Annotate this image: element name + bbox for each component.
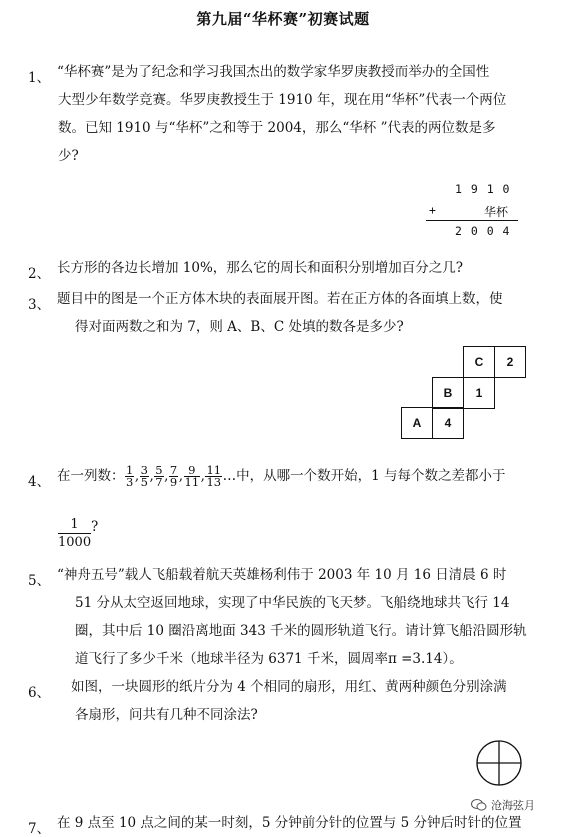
q6-line: 如图，一块圆形的纸片分为 4 个相同的扇形，用红、黄两种颜色分别涂满 [71,679,507,695]
wechat-icon [471,798,487,812]
fraction: $\frac{1}{3}$ [126,463,134,489]
cube-face-b: B [432,377,464,409]
bound-numerator: 1 [58,518,91,534]
fraction: $\frac{5}{7}$ [155,463,163,489]
bound-denominator: 1000 [58,535,92,550]
question-2-text [57,254,463,282]
divided-circle-diagram [474,738,524,788]
cube-face-2: 2 [494,346,526,378]
fraction: $\frac{9}{11}$ [184,463,200,489]
cube-face-a: A [401,407,433,439]
sum-2004: 2 0 0 4 [455,224,511,238]
bound-fraction [58,518,91,550]
question-5-text [57,561,527,673]
q3-line: 题目中的图是一个正方体木块的表面展开图。若在正方体的各面填上数，使 [57,291,503,307]
question-5-number: 5、 [28,573,51,589]
q1-line: 数。已知 1910 与“华杯”之和等于 2004，那么“华杯 ”代表的两位数是多 [58,120,496,136]
watermark-text: 沧海弦月 [491,799,535,812]
question-7-number: 7、 [28,821,51,837]
addend-1910: 1 9 1 0 [455,182,511,196]
q5-line: 51 分从太空返回地球，实现了中华民族的飞天梦。飞船绕地球共飞行 14 [75,595,510,611]
fraction: $\frac{7}{9}$ [169,463,178,489]
q1-line: “华杯赛”是为了纪念和学习我国杰出的数学家华罗庚教授而举办的全国性 [57,64,490,80]
question-6-text [71,673,507,729]
q5-line: 道飞行了多少千米（地球半径为 6371 千米，圆周率π =3.14）。 [75,651,463,667]
addend-huabei: 华杯 [484,205,509,219]
cube-face-c: C [463,346,495,378]
question-1-number: 1、 [28,70,51,86]
q4-question-mark: ? [91,519,99,535]
q3-line: 得对面两数之和为 7，则 A、B、C 处填的数各是多少? [75,319,404,335]
cube-face-1: 1 [463,377,495,409]
question-2-number: 2、 [28,266,51,282]
q6-line: 各扇形，问共有几种不同涂法? [75,707,258,723]
fraction: $\frac{11}{13}$ [206,463,222,489]
question-7-text [57,809,521,837]
q1-line: 少? [58,148,79,164]
fraction: $\frac{3}{5}$ [140,463,148,489]
question-4-number: 4、 [28,474,51,490]
question-6-number: 6、 [28,685,51,701]
question-1-text [57,58,506,170]
question-3-number: 3、 [28,297,51,313]
sum-line [426,220,518,221]
q4-prefix: 在一列数： [57,468,125,484]
watermark [468,796,538,814]
q7-line: 在 9 点至 10 点之间的某一时刻，5 分钟前分针的位置与 5 分钟后时针的位置 [57,815,522,831]
question-4-text: 在一列数： $\frac{1}{3}$ , $\frac{3}{5}$ , $\frac{5}{7}$ , $\frac{7}{9}$ , $\frac{9}{11}$ , $\frac{11}{13}$ …中，从哪一个数开始，1 与每个数之差都小于 [57,463,506,489]
question-3-text [57,285,503,341]
q1-line: 大型少年数学竞赛。华罗庚教授生于 1910 年，现在用“华杯”代表一个两位 [58,92,507,108]
cube-face-4: 4 [432,407,464,439]
q4-suffix: …中，从哪一个数开始，1 与每个数之差都小于 [222,468,506,484]
q2-line: 长方形的各边长增加 10%，那么它的周长和面积分别增加百分之几? [57,260,464,276]
plus-sign: + [429,203,436,217]
page-title: 第九届“华杯赛”初赛试题 [196,10,370,28]
q5-line: “神舟五号”载人飞船载着航天英雄杨利伟于 2003 年 10 月 16 日清晨 6 时 [57,567,507,583]
q5-line: 圈，其中后 10 圈沿离地面 343 千米的圆形轨道飞行。请计算飞船沿圆形轨 [75,623,527,639]
